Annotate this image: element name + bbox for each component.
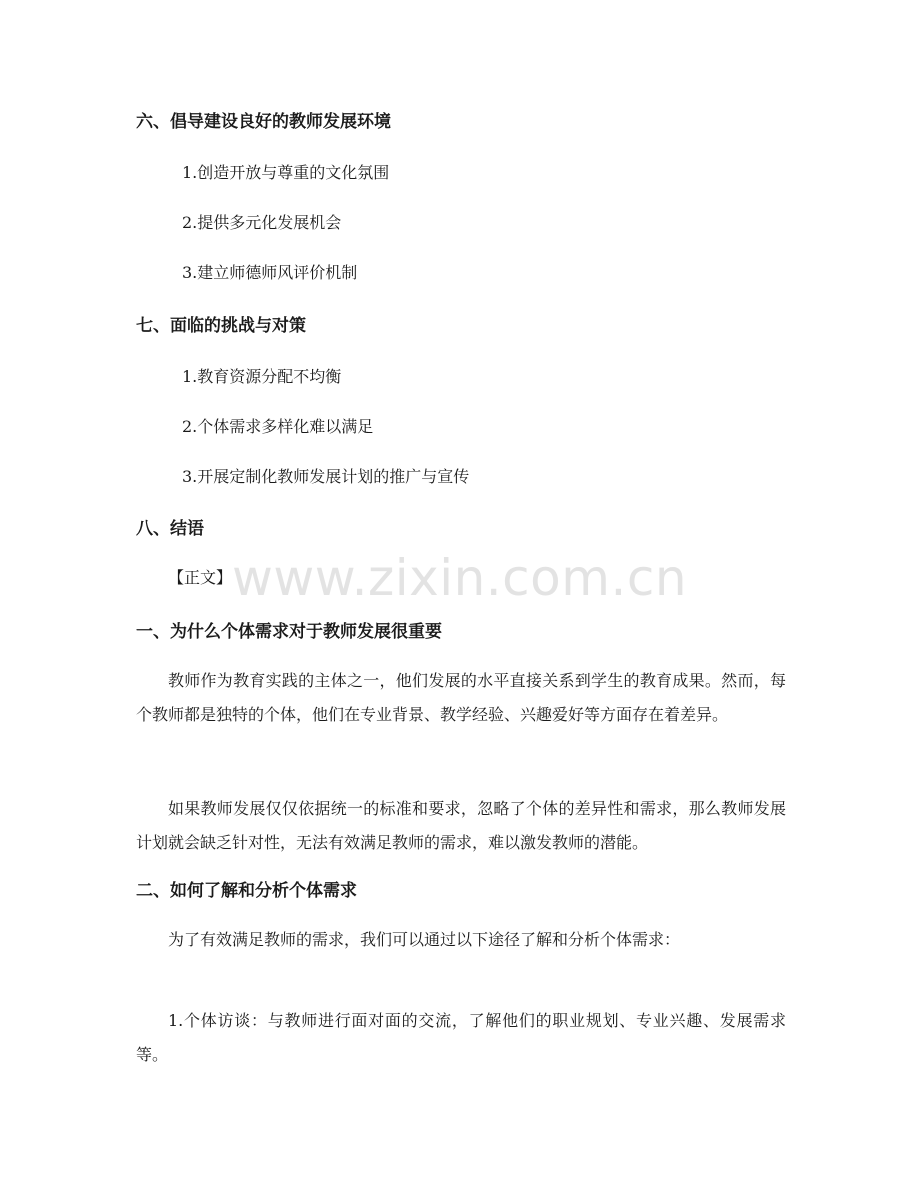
body-label: 【正文】 [168, 568, 233, 587]
list-item: 1.创造开放与尊重的文化氛围 [182, 163, 390, 182]
paragraph: 1.个体访谈：与教师进行面对面的交流，了解他们的职业规划、专业兴趣、发展需求等。 [136, 1011, 786, 1064]
list-item: 2.提供多元化发展机会 [182, 213, 342, 232]
paragraph: 教师作为教育实践的主体之一，他们发展的水平直接关系到学生的教育成果。然而，每个教师都是独特的个体，他们在专业背景、教学经验、兴趣爱好等方面存在着差异。 [136, 671, 786, 724]
section-heading-8: 八、结语 [136, 519, 204, 539]
section-heading-7: 七、面临的挑战与对策 [136, 316, 306, 336]
list-item: 3.开展定制化教师发展计划的推广与宣传 [182, 467, 470, 486]
body-heading-1: 一、为什么个体需求对于教师发展很重要 [136, 622, 442, 642]
list-item: 2.个体需求多样化难以满足 [182, 417, 374, 436]
paragraph: 为了有效满足教师的需求，我们可以通过以下途径了解和分析个体需求： [168, 930, 681, 949]
section-heading-6: 六、倡导建设良好的教师发展环境 [136, 112, 391, 132]
paragraph: 如果教师发展仅仅依据统一的标准和要求，忽略了个体的差异性和需求，那么教师发展计划就会缺乏针对性，无法有效满足教师的需求，难以激发教师的潜能。 [136, 799, 786, 852]
list-item: 1.教育资源分配不均衡 [182, 367, 342, 386]
body-heading-2: 二、如何了解和分析个体需求 [136, 881, 357, 901]
watermark: www.zixin.com.cn [232, 549, 688, 607]
list-item: 3.建立师德师风评价机制 [182, 263, 358, 282]
